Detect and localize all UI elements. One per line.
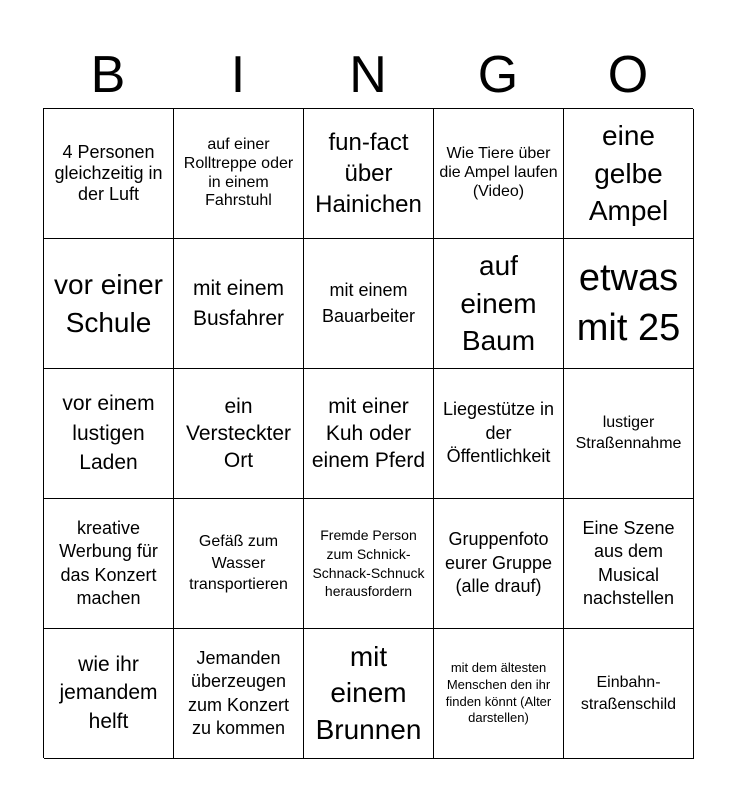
bingo-grid	[43, 108, 693, 758]
bingo-cell[interactable]	[44, 499, 174, 629]
cell-text: Liegestütze in der Öffentlichkeit	[442, 399, 555, 467]
header-letter-b: B	[90, 46, 126, 104]
bingo-cell[interactable]	[44, 369, 174, 499]
cell-text: Wie Tiere über die Ampel laufen (Video)	[439, 145, 558, 200]
cell-text: lustiger Straßennahme	[575, 413, 682, 452]
cell-text: mit dem ältesten Menschen den ihr finden könnt (Alter darstellen)	[445, 659, 552, 726]
cell-text: auf einer Rolltreppe oder in einem Fahrstuhl	[183, 135, 294, 210]
cell-text: Jemanden überzeugen zum Konzert zu kommen	[187, 647, 290, 738]
cell-text: kreative Werbung für das Konzert machen	[59, 517, 158, 608]
bingo-cell[interactable]	[174, 239, 304, 369]
cell-text: Gefäß zum Wasser transportieren	[189, 533, 288, 594]
cell-text: vor einem lustigen Laden	[62, 392, 155, 475]
cell-text: 4 Personen gleichzeitig in der Luft	[54, 141, 163, 205]
cell-text: Einbahn-straßenschild	[580, 673, 677, 713]
bingo-cell[interactable]	[174, 109, 304, 239]
bingo-cell[interactable]	[174, 499, 304, 629]
bingo-cell[interactable]	[304, 369, 434, 499]
bingo-cell[interactable]	[304, 629, 434, 759]
cell-text: Fremde Person zum Schnick-Schnack-Schnuck herausfordern	[312, 526, 425, 600]
cell-text: mit einer Kuh oder einem Pferd	[311, 394, 426, 473]
header-letter-n: N	[349, 46, 387, 104]
bingo-cell[interactable]	[434, 629, 564, 759]
bingo-cell[interactable]	[434, 109, 564, 239]
cell-text: wie ihr jemandem helft	[59, 652, 158, 733]
header-letter-g: G	[477, 46, 519, 104]
cell-text: mit einem Bauarbeiter	[321, 280, 416, 326]
bingo-cell[interactable]	[304, 109, 434, 239]
bingo-cell[interactable]	[304, 239, 434, 369]
cell-text: auf einem Baum	[460, 249, 537, 357]
bingo-cell[interactable]	[44, 239, 174, 369]
bingo-cell[interactable]	[564, 239, 694, 369]
bingo-cell[interactable]	[44, 629, 174, 759]
cell-text: vor einer Schule	[54, 268, 163, 338]
cell-text: Eine Szene aus dem Musical nachstellen	[582, 517, 675, 608]
bingo-cell[interactable]	[434, 369, 564, 499]
header-letter-i: I	[230, 46, 246, 104]
bingo-cell[interactable]	[564, 629, 694, 759]
bingo-cell[interactable]	[564, 109, 694, 239]
bingo-cell[interactable]	[44, 109, 174, 239]
cell-text: eine gelbe Ampel	[588, 119, 669, 227]
header-letter-o: O	[607, 46, 649, 104]
bingo-cell[interactable]	[174, 369, 304, 499]
bingo-cell[interactable]	[174, 629, 304, 759]
bingo-cell[interactable]	[434, 499, 564, 629]
cell-text: etwas mit 25	[576, 257, 681, 349]
bingo-cell[interactable]	[564, 499, 694, 629]
bingo-cell[interactable]	[434, 239, 564, 369]
cell-text: mit einem Busfahrer	[192, 277, 285, 330]
bingo-cell[interactable]	[304, 499, 434, 629]
cell-text: ein Versteckter Ort	[185, 394, 292, 473]
cell-text: fun-fact über Hainichen	[315, 128, 422, 219]
bingo-header	[43, 42, 693, 108]
cell-text: Gruppenfoto eurer Gruppe (alle drauf)	[444, 529, 553, 597]
cell-text: mit einem Brunnen	[315, 640, 422, 745]
bingo-cell[interactable]	[564, 369, 694, 499]
